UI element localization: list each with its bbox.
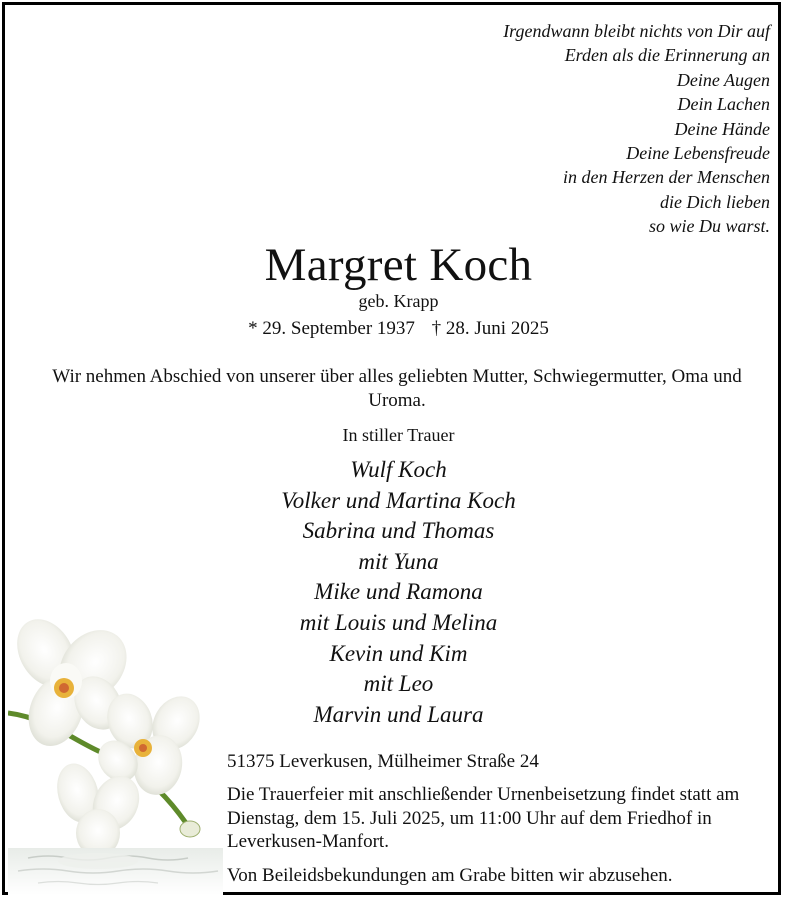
life-dates (5, 318, 787, 340)
poem-line: Deine Augen (676, 69, 770, 90)
farewell-text: Wir nehmen Abschied von unserer über alles geliebten Mutter, Schwiegermutter, Oma und Uroma. (52, 366, 742, 411)
poem-line: so wie Du warst. (648, 216, 770, 237)
birth-date: * 29. September 1937 (248, 318, 415, 339)
poem-line: Dein Lachen (677, 94, 770, 115)
death-date: † 28. Juni 2025 (431, 318, 549, 339)
family-member: Wulf Koch (350, 457, 447, 482)
poem-line: Deine Lebensfreude (626, 143, 770, 164)
poem-line: in den Herzen der Menschen (563, 167, 770, 188)
ceremony-text: Die Trauerfeier mit anschließender Urnenbeisetzung findet statt am Dienstag, dem 15. Juli 2025, um 11:00 Uhr auf dem Friedhof in Leverkusen-Manfort. (227, 784, 740, 852)
white-orchid-icon (8, 593, 223, 895)
poem-line: Erden als die Erinnerung an (564, 45, 770, 66)
family-member: Marvin und Laura (313, 701, 484, 727)
family-member: mit Louis und Melina (299, 609, 498, 635)
family-member: Mike und Ramona (314, 579, 483, 605)
mourning-label: In stiller Trauer (342, 425, 455, 445)
poem-line: die Dich lieben (660, 191, 770, 212)
obituary-frame (2, 2, 781, 895)
poem-line: Irgendwann bleibt nichts von Dir auf (503, 21, 770, 41)
poem (410, 19, 770, 239)
condolence-note: Von Beileidsbekundungen am Grabe bitten wir abzusehen. (227, 865, 673, 886)
family-member: Sabrina und Thomas (302, 518, 495, 544)
family-member: Volker und Martina Koch (281, 487, 516, 513)
deceased-name: Margret Koch (264, 239, 533, 291)
family-member: mit Yuna (358, 548, 439, 574)
address: 51375 Leverkusen, Mülheimer Straße 24 (227, 751, 539, 772)
poem-line: Deine Hände (674, 118, 770, 139)
family-member: Kevin und Kim (329, 640, 468, 666)
family-member: mit Leo (363, 671, 434, 697)
maiden-name: geb. Krapp (358, 291, 439, 311)
